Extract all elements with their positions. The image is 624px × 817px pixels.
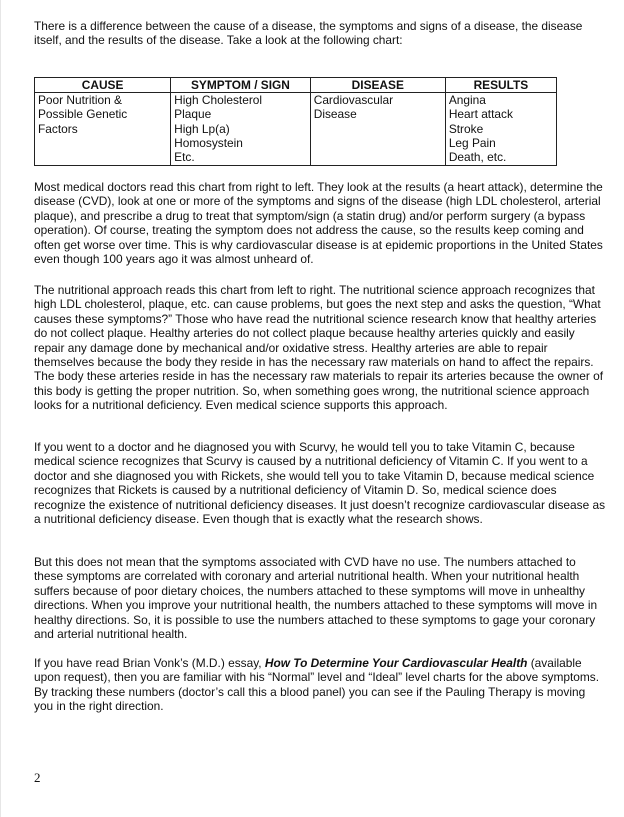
- page-number: 2: [34, 770, 41, 785]
- header-symptom-sign: SYMPTOM / SIGN: [171, 78, 311, 93]
- symptom-line: High Lp(a): [174, 121, 230, 136]
- essay-reference-lead: If you have read Brian Vonk’s (M.D.) essay,: [34, 656, 265, 670]
- symptom-line: Plaque: [174, 107, 212, 122]
- essay-reference-tail: (available upon request), then you are familiar with his “Normal” level and “Ideal” level charts for the above symptoms. By tracking these numbers (doctor’s call this a blood panel) you can see if the Pauling Therapy is moving you in the right direction.: [34, 656, 600, 714]
- page-edge: [0, 0, 1, 817]
- disease-line: Cardiovascular: [313, 93, 394, 107]
- cause-line: Possible Genetic: [38, 107, 128, 122]
- cause-line: Poor Nutrition &: [38, 93, 122, 107]
- paragraph-essay-reference: [34, 656, 606, 714]
- symptom-line: Homosystein: [174, 135, 243, 150]
- results-line: Angina: [448, 93, 486, 107]
- cause-cell: [35, 93, 171, 166]
- results-cell: [445, 93, 556, 166]
- results-line: Stroke: [448, 121, 484, 136]
- paragraph-right-to-left: Most medical doctors read this chart from right to left. They look at the results (a heart attack), determine the disease (CVD), look at one or more of the symptoms and signs of the disease (high LDL cholesterol, arterial plaque), and prescribe a drug to treat that symptom/sign (a statin drug) and/or perform surgery (a bypass operation). Of course, treating the symptom does not address the cause, so the results keep coming and often get worse over time. This is why cardiovascular disease is at epidemic proportions in the United States even though 100 years ago it was almost unheard of.: [34, 180, 603, 267]
- paragraph-deficiency-examples: If you went to a doctor and he diagnosed you with Scurvy, he would tell you to take Vitamin C, because medical science recognizes that Scurvy is caused by a nutritional deficiency of Vitamin C. If you went to a doctor and she diagnosed you with Rickets, she would tell you to take Vitamin D, because medical science recognizes that Rickets is caused by a nutritional deficiency of Vitamin D. So, medical science does recognize the existence of nutritional deficiency diseases. It just doesn’t recognize cardiovascular disease as a nutritional deficiency disease. Even though that is exactly what the research shows.: [34, 440, 606, 527]
- symptom-line: Etc.: [174, 150, 195, 165]
- table-row: [35, 93, 557, 166]
- intro-paragraph: There is a difference between the cause of a disease, the symptoms and signs of a disease, the disease itself, and the results of the disease. Take a look at the following chart:: [34, 19, 583, 48]
- header-cause: CAUSE: [35, 78, 171, 93]
- results-line: Death, etc.: [448, 150, 507, 165]
- symptom-line: High Cholesterol: [174, 93, 263, 107]
- symptom-cell: [171, 93, 311, 166]
- cause-line: Factors: [38, 121, 78, 136]
- results-line: Heart attack: [448, 107, 513, 122]
- table-header-row: [35, 78, 557, 93]
- paragraph-left-to-right: The nutritional approach reads this chart from left to right. The nutritional science approach recognizes that high LDL cholesterol, plaque, etc. can cause problems, but goes the next step and asks the question, “What causes these symptoms?” Those who have read the nutritional science research know that healthy arteries do not collect plaque. Healthy arteries do not collect plaque because healthy arteries quickly and easily repair any damage done by mechanical and/or oxidative stress. Healthy arteries are able to repair themselves because the body they reside in has the necessary raw materials on hand to affect the repairs. The body these arteries reside in has the necessary raw materials to repair its arteries because the owner of this body is getting the proper nutrition. So, when something goes wrong, the nutritional science approach looks for a nutritional deficiency. Even medical science supports this approach.: [34, 283, 604, 413]
- paragraph-symptom-numbers: But this does not mean that the symptoms associated with CVD have no use. The numbers attached to these symptoms are correlated with coronary and arterial nutritional health. When your nutritional health suffers because of poor dietary choices, the numbers attached to these symptoms will move in unhealthy directions. When you improve your nutritional health, the numbers attached to these symptoms will move in healthy directions. So, it is possible to use the numbers attached to these symptoms to gage your coronary and arterial nutritional health.: [34, 555, 598, 642]
- disease-cell: [310, 93, 445, 166]
- results-line: Leg Pain: [448, 135, 496, 150]
- header-disease: DISEASE: [310, 78, 445, 93]
- disease-line: Disease: [313, 107, 357, 122]
- disease-chart-table: [34, 77, 557, 166]
- header-results: RESULTS: [445, 78, 556, 93]
- essay-title: How To Determine Your Cardiovascular Health: [264, 656, 528, 670]
